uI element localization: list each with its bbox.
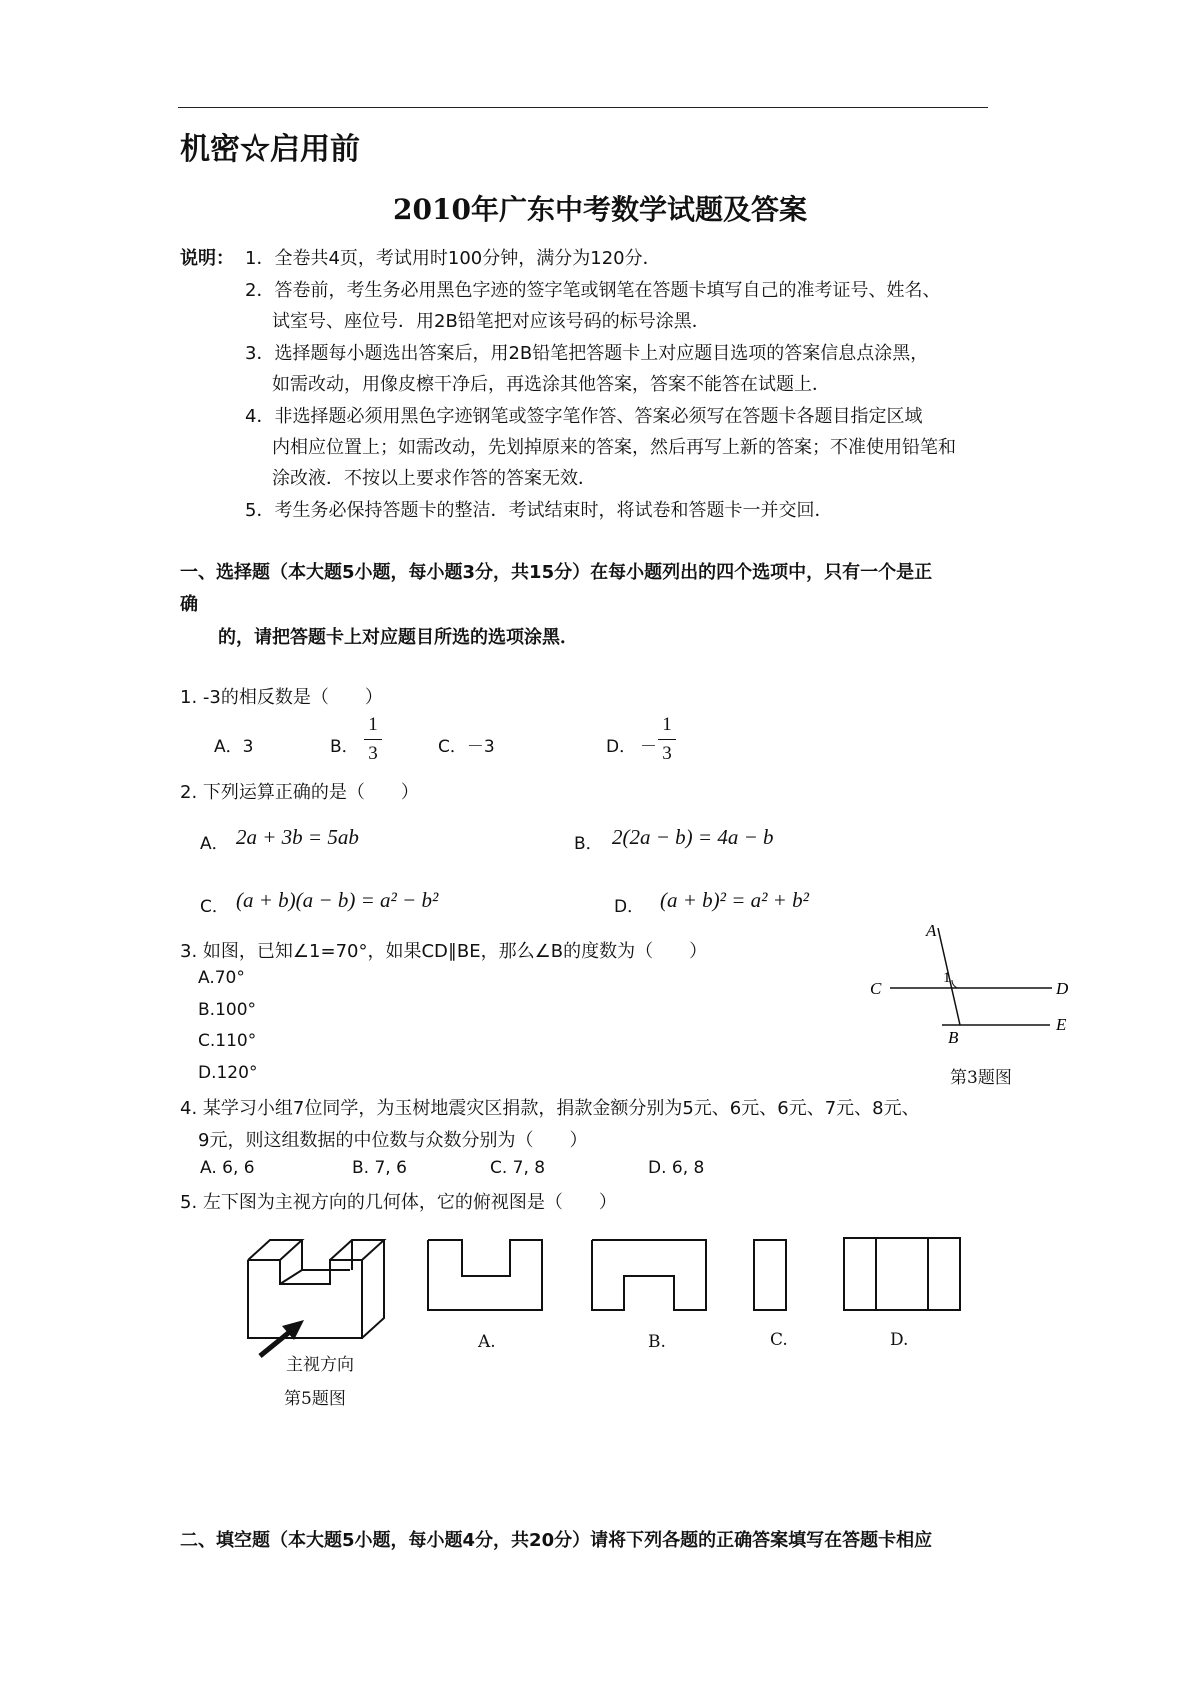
confidential-label: 机密☆启用前 [180, 132, 360, 167]
q2-option-c-label: C． [200, 897, 229, 917]
q5-figure-caption: 第5题图 [284, 1389, 346, 1409]
q2-option-a-expr: 2a + 3b = 5ab [236, 825, 359, 849]
q2-option-b-label: B． [574, 834, 603, 854]
fraction-bar [658, 739, 676, 740]
q4-option-c: C. 7, 8 [490, 1158, 546, 1178]
instructions-lead: 说明： [180, 248, 234, 269]
top-rule [178, 107, 988, 108]
q1-option-d-sign: － [640, 737, 657, 757]
q2-option-b-expr: 2(2a − b) = 4a − b [612, 825, 774, 849]
option-c-shape [754, 1240, 786, 1310]
fraction-denominator: 3 [368, 743, 378, 764]
q2-option-d-label: D． [614, 897, 645, 917]
q2-option-c-expr: (a + b)(a − b) = a² − b² [236, 888, 439, 912]
instruction-item: 3．选择题每小题选出答案后，用2B铅笔把答题卡上对应题目选项的答案信息点涂黑， [245, 343, 929, 364]
fraction-numerator: 1 [662, 714, 672, 735]
q1-option-c: C．－3 [438, 737, 495, 757]
option-a-shape [428, 1240, 542, 1310]
q5-option-d-label: D. [890, 1330, 909, 1350]
q1-option-d-fraction [658, 714, 676, 765]
question-2-stem: 2. 下列运算正确的是（ ） [180, 782, 419, 803]
q3-option-a: A.70° [198, 968, 245, 988]
q5-option-c-label: C. [770, 1330, 788, 1350]
question-4-stem: 4. 某学习小组7位同学，为玉树地震灾区捐款，捐款金额分别为5元、6元、6元、7元、8元、 [180, 1098, 920, 1119]
fraction-bar [364, 739, 382, 740]
q4-option-a: A. 6, 6 [200, 1158, 255, 1178]
point-e-label: E [1056, 1015, 1067, 1034]
q1-option-b-label: B． [330, 737, 359, 757]
q2-option-a-label: A． [200, 834, 229, 854]
question-1-stem: 1. -3的相反数是（ ） [180, 687, 383, 708]
q1-option-a: A．3 [214, 737, 254, 757]
question-3-stem: 3. 如图，已知∠1=70°，如果CD∥BE，那么∠B的度数为（ ） [180, 941, 708, 962]
document-title: 2010年广东中考数学试题及答案 [393, 193, 807, 226]
point-b-label: B [948, 1028, 959, 1047]
q3-option-b: B.100° [198, 1000, 257, 1020]
instruction-item: 5．考生务必保持答题卡的整洁．考试结束时，将试卷和答题卡一并交回． [245, 500, 833, 521]
q4-option-d: D. 6, 8 [648, 1158, 705, 1178]
instruction-item: 4．非选择题必须用黑色字迹钢笔或签字笔作答、答案必须写在答题卡各题目指定区域 [245, 406, 923, 427]
section1-heading-cont: 确 [180, 594, 198, 615]
instruction-item: 2．答卷前，考生务必用黑色字迹的签字笔或钢笔在答题卡填写自己的准考证号、姓名、 [245, 280, 941, 301]
section1-heading: 一、选择题（本大题5小题，每小题3分，共15分）在每小题列出的四个选项中，只有一个是正 [180, 562, 933, 583]
angle-1-label: 1 [943, 970, 951, 986]
section2-heading: 二、填空题（本大题5小题，每小题4分，共20分）请将下列各题的正确答案填写在答题卡相应 [180, 1530, 933, 1551]
q2-option-d-expr: (a + b)² = a² + b² [660, 888, 809, 912]
point-d-label: D [1056, 979, 1069, 998]
q5-option-a-label: A. [478, 1332, 496, 1352]
instruction-item: 涂改液．不按以上要求作答的答案无效． [272, 468, 596, 489]
instruction-item: 1．全卷共4页，考试用时100分钟，满分为120分． [245, 248, 661, 269]
instruction-item: 如需改动，用像皮檫干净后，再选涂其他答案，答案不能答在试题上． [272, 374, 830, 395]
q3-option-c: C.110° [198, 1031, 257, 1051]
q1-option-d-label: D． [606, 737, 637, 757]
q5-option-b-label: B. [648, 1332, 666, 1352]
q4-option-b: B. 7, 6 [352, 1158, 407, 1178]
angle-1-arc [952, 980, 958, 988]
point-a-label: A [926, 921, 937, 940]
fraction-numerator: 1 [368, 714, 378, 735]
option-b-shape [592, 1240, 706, 1310]
section1-heading-cont: 的，请把答题卡上对应题目所选的选项涂黑． [218, 627, 578, 648]
option-d-shape [844, 1238, 960, 1310]
instruction-item: 内相应位置上；如需改动，先划掉原来的答案，然后再写上新的答案；不准使用铅笔和 [272, 437, 956, 458]
q5-solid-figure [240, 1228, 400, 1368]
question-4-stem-cont: 9元，则这组数据的中位数与众数分别为（ ） [198, 1130, 588, 1151]
q3-figure-caption: 第3题图 [950, 1068, 1012, 1088]
view-direction-label: 主视方向 [286, 1355, 354, 1375]
q5-option-figures [420, 1236, 980, 1316]
instruction-item: 试室号、座位号．用2B铅笔把对应该号码的标号涂黑． [272, 311, 710, 332]
q3-option-d: D.120° [198, 1063, 258, 1083]
fraction-denominator: 3 [662, 743, 672, 764]
q3-parallel-lines-figure [860, 920, 1080, 1050]
question-5-stem: 5. 左下图为主视方向的几何体，它的俯视图是（ ） [180, 1192, 617, 1213]
point-c-label: C [870, 979, 882, 998]
q1-option-b-fraction [364, 714, 382, 765]
